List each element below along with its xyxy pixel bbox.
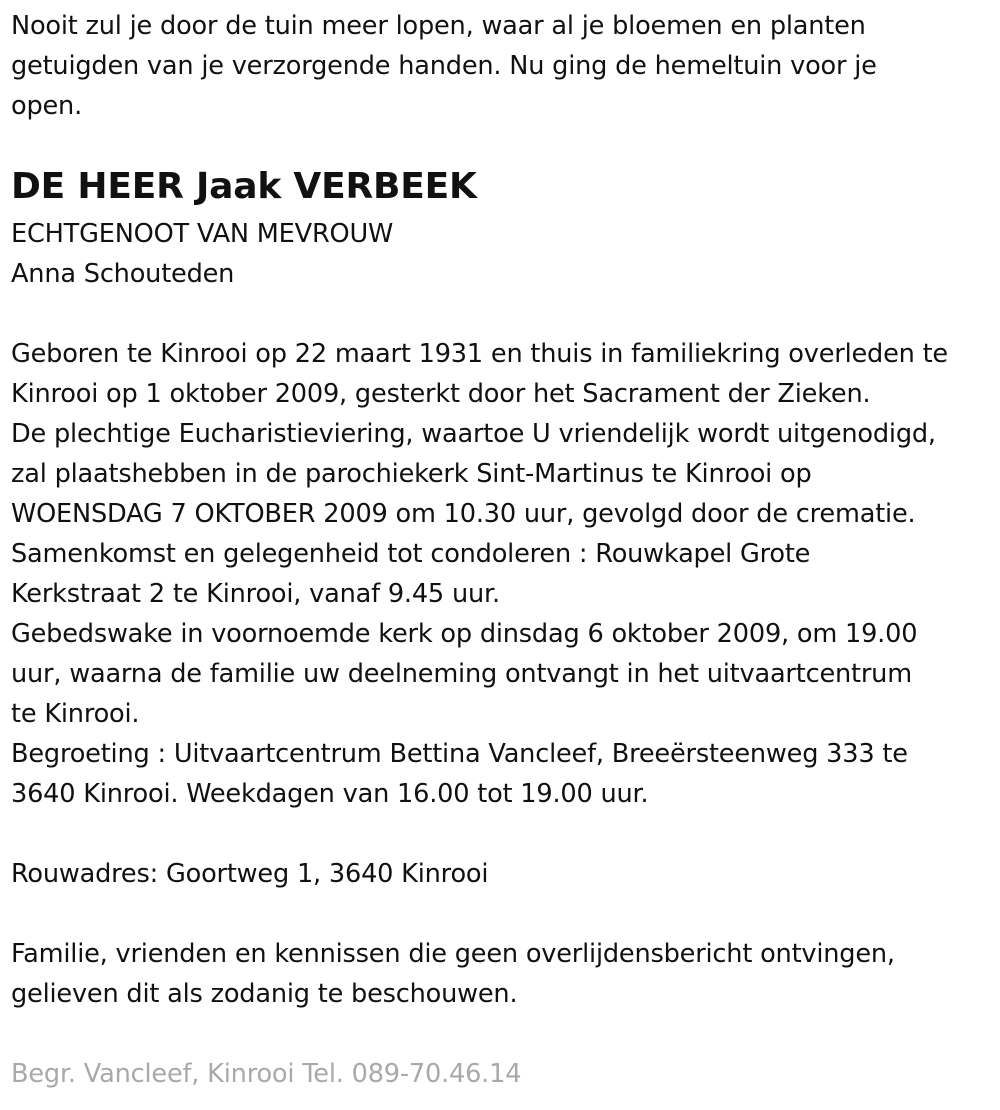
quote-line: open. (11, 91, 83, 121)
footer-text: Begr. Vancleef, Kinrooi Tel. 089-70.46.14 (11, 1059, 522, 1089)
quote-line: Nooit zul je door de tuin meer lopen, waar al je bloemen en planten (11, 11, 866, 41)
address-text: Rouwadres: Goortweg 1, 3640 Kinrooi (11, 859, 489, 889)
details-line: uur, waarna de familie uw deelneming ontvangt in het uitvaartcentrum (11, 659, 912, 689)
details-line: te Kinrooi. (11, 699, 140, 729)
details-line: Kinrooi op 1 oktober 2009, gesterkt door het Sacrament der Zieken. (11, 379, 871, 409)
spouse-name: Anna Schouteden (11, 259, 235, 289)
details-line: WOENSDAG 7 OKTOBER 2009 om 10.30 uur, gevolgd door de crematie. (11, 499, 916, 529)
service-details (11, 334, 948, 814)
notice-line: Familie, vrienden en kennissen die geen overlijdensbericht ontvingen, (11, 939, 895, 969)
quote-line: getuigden van je verzorgende handen. Nu ging de hemeltuin voor je (11, 51, 877, 81)
mourning-address (11, 854, 488, 894)
notice-paragraph (11, 934, 895, 1014)
spouse-relation: ECHTGENOOT VAN MEVROUW (11, 219, 394, 249)
details-line: Gebedswake in voornoemde kerk op dinsdag 6 oktober 2009, om 19.00 (11, 619, 918, 649)
details-line: De plechtige Eucharistieviering, waartoe U vriendelijk wordt uitgenodigd, (11, 419, 936, 449)
details-line: Geboren te Kinrooi op 22 maart 1931 en thuis in familiekring overleden te (11, 339, 948, 369)
notice-line: gelieven dit als zodanig te beschouwen. (11, 979, 518, 1009)
memorial-quote (11, 6, 877, 126)
details-line: Begroeting : Uitvaartcentrum Bettina Vancleef, Breeërsteenweg 333 te (11, 739, 908, 769)
details-line: zal plaatshebben in de parochiekerk Sint-Martinus te Kinrooi op (11, 459, 812, 489)
details-line: 3640 Kinrooi. Weekdagen van 16.00 tot 19.00 uur. (11, 779, 649, 809)
details-line: Samenkomst en gelegenheid tot condoleren : Rouwkapel Grote (11, 539, 811, 569)
spouse-block (11, 214, 393, 294)
funeral-home-footer (11, 1054, 521, 1094)
details-line: Kerkstraat 2 te Kinrooi, vanaf 9.45 uur. (11, 579, 500, 609)
deceased-name: DE HEER Jaak VERBEEK (11, 166, 477, 207)
